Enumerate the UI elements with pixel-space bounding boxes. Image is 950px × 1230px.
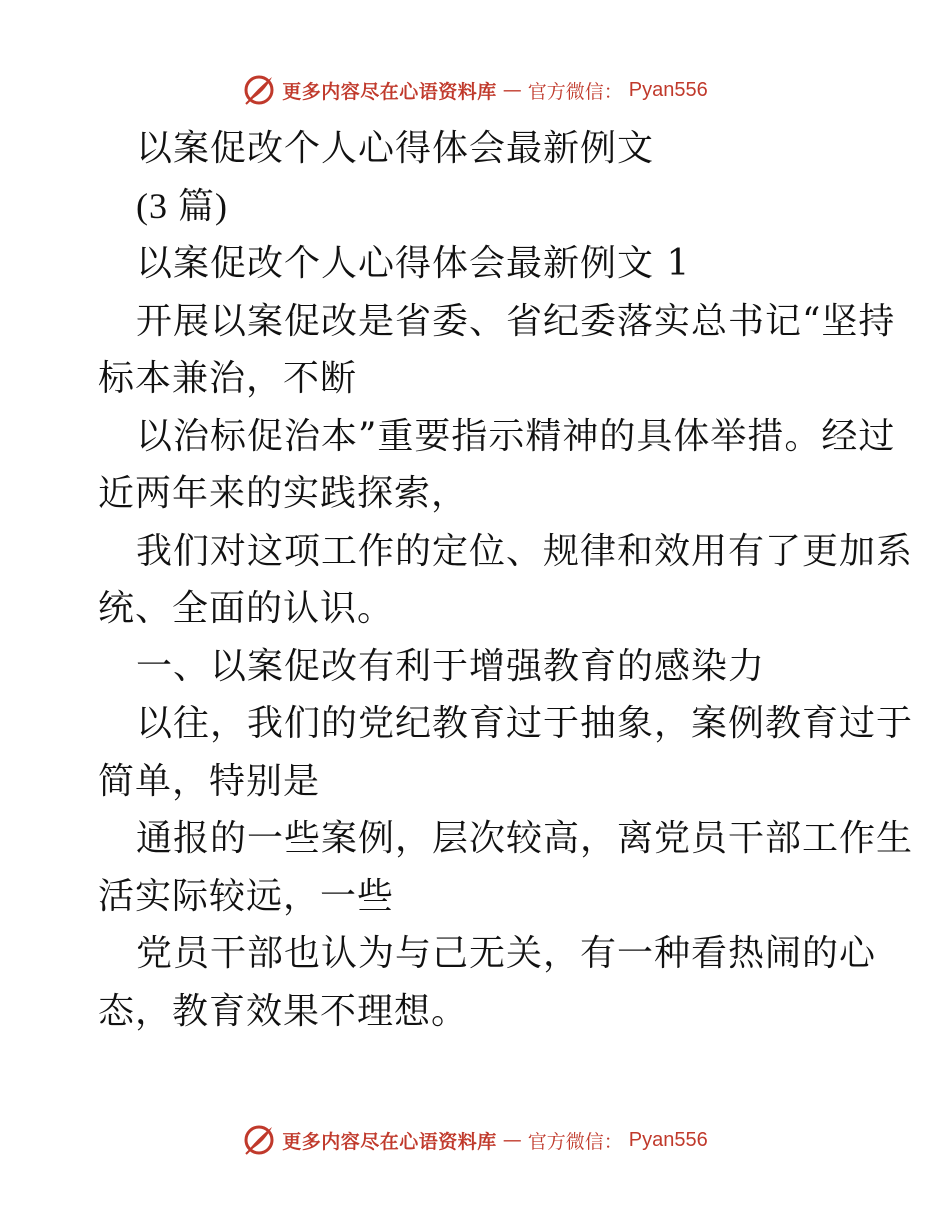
feather-pen-circle-icon — [242, 73, 276, 107]
document-line: 态，教育效果不理想。 — [98, 990, 469, 1032]
document-lines — [98, 235, 914, 1040]
banner-separator: — — [502, 79, 522, 101]
document-line: 党员干部也认为与己无关，有一种看热闹的心 — [136, 933, 877, 974]
document-line: 活实际较远，一些 — [98, 875, 395, 917]
document-line: 以往，我们的党纪教育过于抽象，案例教育过于 — [136, 703, 914, 744]
document-title-count: (3 篇) — [136, 185, 228, 226]
document-line: 统、全面的认识。 — [98, 588, 395, 629]
banner-wechat-id: Pyan556 — [628, 78, 708, 101]
feather-pen-circle-icon — [242, 1123, 276, 1157]
banner-wechat-label: 官方微信： — [527, 1130, 623, 1153]
document-line: 我们对这项工作的定位、规律和效用有了更加系 — [136, 530, 914, 572]
banner-wechat-id: Pyan556 — [628, 1128, 708, 1151]
document-title: 以案促改个人心得体会最新例文 — [136, 128, 655, 169]
banner-site-name: 更多内容尽在心语资料库 — [282, 1130, 497, 1153]
banner-site-name: 更多内容尽在心语资料库 — [282, 80, 497, 103]
header-banner — [0, 70, 950, 110]
banner-wechat-label: 官方微信： — [527, 80, 623, 103]
banner-separator: — — [502, 1129, 522, 1151]
document-line: 标本兼治，不断 — [98, 358, 358, 399]
document-line: 以治标促治本”重要指示精神的具体举措。经过 — [136, 415, 896, 457]
document-line: 以案促改个人心得体会最新例文 1 — [136, 243, 691, 284]
document-body — [98, 120, 914, 1040]
footer-banner — [0, 1120, 950, 1160]
document-line: 开展以案促改是省委、省纪委落实总书记“坚持 — [136, 300, 896, 342]
document-line: 近两年来的实践探索， — [98, 473, 469, 514]
document-line: 一、以案促改有利于增强教育的感染力 — [136, 645, 766, 687]
document-line: 通报的一些案例，层次较高，离党员干部工作生 — [136, 818, 914, 859]
document-line: 简单，特别是 — [98, 760, 321, 802]
